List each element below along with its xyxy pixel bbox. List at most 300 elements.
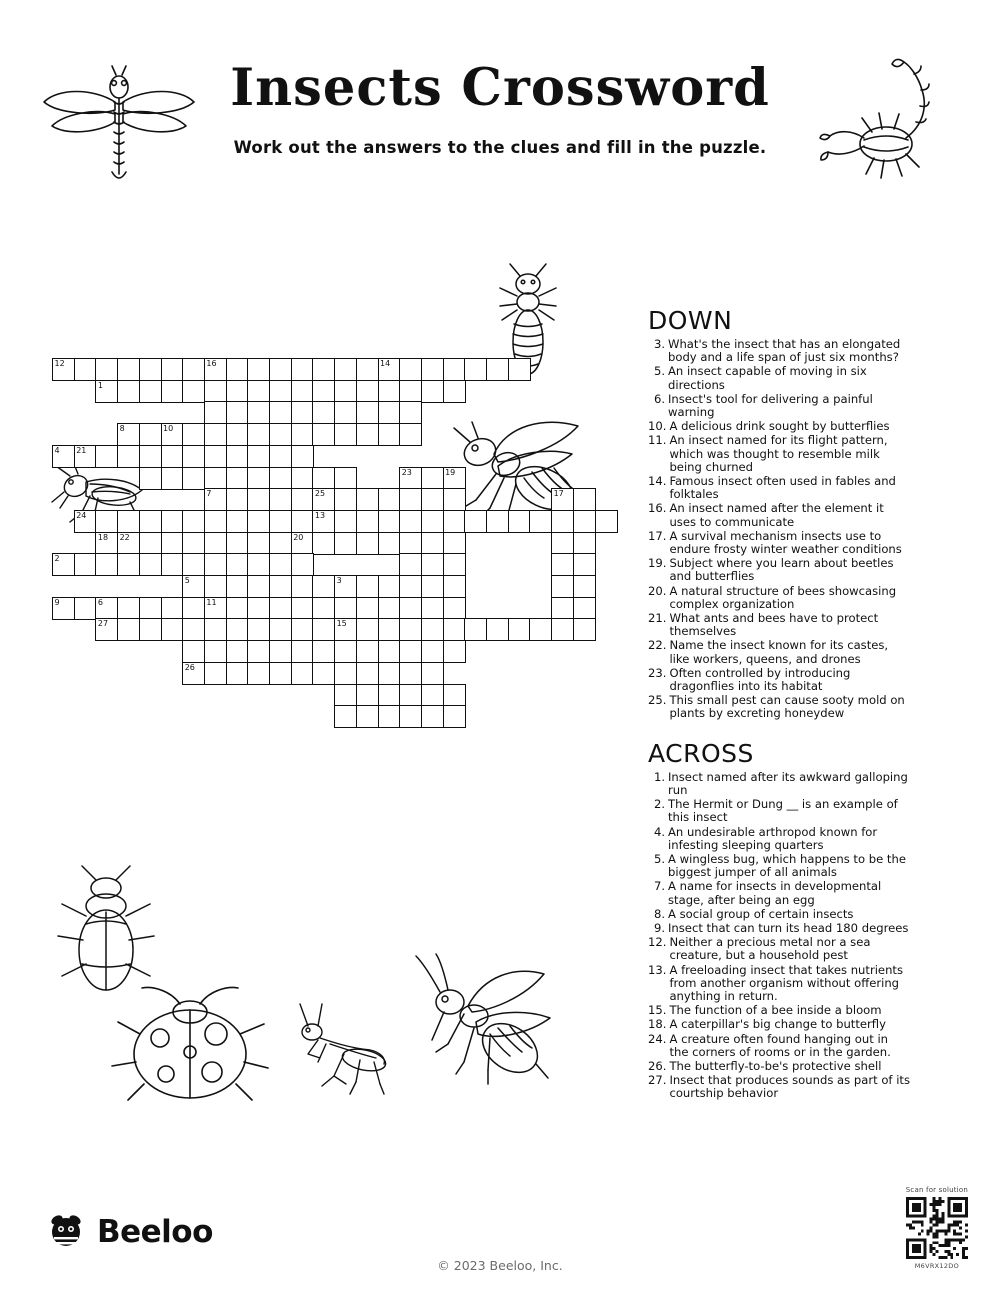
grid-cell[interactable]: [204, 553, 227, 576]
grid-cell[interactable]: [356, 684, 379, 707]
grid-cell[interactable]: [269, 401, 292, 424]
grid-cell[interactable]: [247, 510, 270, 533]
clue-text: The butterfly-to-be's protective shell: [669, 1058, 882, 1073]
cell-number: 5: [184, 576, 190, 585]
grid-cell[interactable]: [595, 510, 618, 533]
grid-cell[interactable]: [551, 618, 574, 641]
bee-icon: [46, 1210, 86, 1254]
grid-cell[interactable]: [312, 401, 335, 424]
grid-cell[interactable]: [269, 358, 292, 381]
grid-cell[interactable]: [117, 532, 140, 555]
clue-item: [648, 475, 910, 501]
qr-label: Scan for solution: [905, 1186, 968, 1194]
grid-cell[interactable]: [378, 597, 401, 620]
grid-cell[interactable]: [421, 705, 444, 728]
grid-cell[interactable]: [161, 618, 184, 641]
grid-cell[interactable]: [573, 597, 596, 620]
grid-cell[interactable]: [204, 423, 227, 446]
grid-cell[interactable]: [443, 358, 466, 381]
grid-cell[interactable]: [204, 380, 227, 403]
grid-cell[interactable]: [573, 488, 596, 511]
grid-cell[interactable]: [182, 553, 205, 576]
grid-cell[interactable]: [95, 597, 118, 620]
grid-cell[interactable]: [291, 488, 314, 511]
grid-cell[interactable]: [399, 575, 422, 598]
grid-cell[interactable]: [312, 488, 335, 511]
grid-cell[interactable]: [161, 380, 184, 403]
grid-cell[interactable]: [464, 510, 487, 533]
grid-cell[interactable]: [378, 684, 401, 707]
clue-number: 12.: [648, 935, 667, 950]
grid-cell[interactable]: [74, 553, 97, 576]
grid-cell[interactable]: [161, 597, 184, 620]
grid-cell[interactable]: [378, 705, 401, 728]
grid-cell[interactable]: [95, 380, 118, 403]
grid-cell[interactable]: [399, 618, 422, 641]
grid-cell[interactable]: [356, 597, 379, 620]
grid-cell[interactable]: [247, 575, 270, 598]
grid-cell[interactable]: [312, 532, 335, 555]
grid-cell[interactable]: [204, 445, 227, 468]
grid-cell[interactable]: [399, 532, 422, 555]
grid-cell[interactable]: [421, 640, 444, 663]
clue-item: [648, 365, 910, 391]
grid-cell[interactable]: [378, 532, 401, 555]
grid-cell[interactable]: [399, 597, 422, 620]
grid-cell[interactable]: [399, 401, 422, 424]
grid-cell[interactable]: [182, 640, 205, 663]
grid-cell[interactable]: [226, 618, 249, 641]
grid-cell[interactable]: [356, 488, 379, 511]
grid-cell[interactable]: [378, 662, 401, 685]
grid-cell[interactable]: [334, 488, 357, 511]
grid-cell[interactable]: [378, 640, 401, 663]
grid-cell[interactable]: [443, 618, 466, 641]
grid-cell[interactable]: [356, 401, 379, 424]
cell-number: 18: [97, 532, 109, 542]
grid-cell[interactable]: [421, 684, 444, 707]
grid-cell[interactable]: [443, 597, 466, 620]
grid-cell[interactable]: [356, 662, 379, 685]
grid-cell[interactable]: [443, 510, 466, 533]
grid-cell[interactable]: [573, 532, 596, 555]
grid-cell[interactable]: [226, 597, 249, 620]
cell-number: 26: [184, 662, 195, 672]
grid-cell[interactable]: [269, 488, 292, 511]
clue-text: A creature often found hanging out in the corners of rooms or in the garden.: [669, 1031, 891, 1059]
grid-cell[interactable]: [182, 358, 205, 381]
grid-cell[interactable]: [291, 358, 314, 381]
grid-cell[interactable]: [291, 597, 314, 620]
grid-cell[interactable]: [269, 423, 292, 446]
grid-cell[interactable]: [312, 358, 335, 381]
grid-cell[interactable]: [139, 467, 162, 490]
grid-cell[interactable]: [204, 532, 227, 555]
grid-cell[interactable]: [247, 423, 270, 446]
grid-cell[interactable]: [291, 423, 314, 446]
grid-cell[interactable]: [182, 662, 205, 685]
grid-cell[interactable]: [182, 467, 205, 490]
grid-cell[interactable]: [378, 401, 401, 424]
grid-cell[interactable]: [312, 575, 335, 598]
grid-cell[interactable]: [95, 618, 118, 641]
grid-cell[interactable]: [161, 358, 184, 381]
grid-cell[interactable]: [334, 640, 357, 663]
grid-cell[interactable]: [269, 597, 292, 620]
grid-cell[interactable]: [334, 358, 357, 381]
grid-cell[interactable]: [182, 575, 205, 598]
grid-cell[interactable]: [334, 575, 357, 598]
grid-cell[interactable]: [291, 445, 314, 468]
grid-cell[interactable]: [378, 423, 401, 446]
grid-cell[interactable]: [399, 705, 422, 728]
grid-cell[interactable]: [486, 358, 509, 381]
grid-cell[interactable]: [312, 467, 335, 490]
grid-cell[interactable]: [161, 467, 184, 490]
grid-cell[interactable]: [269, 662, 292, 685]
grid-cell[interactable]: [139, 510, 162, 533]
grid-cell[interactable]: [247, 488, 270, 511]
grid-cell[interactable]: [399, 510, 422, 533]
grid-cell[interactable]: [247, 618, 270, 641]
grid-cell[interactable]: [247, 401, 270, 424]
grid-cell[interactable]: [247, 597, 270, 620]
grid-cell[interactable]: [204, 467, 227, 490]
grid-cell[interactable]: [139, 553, 162, 576]
grid-cell[interactable]: [95, 445, 118, 468]
grid-cell[interactable]: [573, 618, 596, 641]
grid-cell[interactable]: [269, 467, 292, 490]
grid-cell[interactable]: [529, 618, 552, 641]
grid-cell[interactable]: [291, 575, 314, 598]
grid-cell[interactable]: [204, 575, 227, 598]
grid-cell[interactable]: [356, 423, 379, 446]
grid-cell[interactable]: [399, 640, 422, 663]
grid-cell[interactable]: [204, 401, 227, 424]
grid-cell[interactable]: [182, 597, 205, 620]
grid-cell[interactable]: [334, 532, 357, 555]
grid-cell[interactable]: [117, 618, 140, 641]
clue-item: [648, 530, 910, 556]
grid-cell[interactable]: [247, 640, 270, 663]
grid-cell[interactable]: [182, 380, 205, 403]
grid-cell[interactable]: [443, 532, 466, 555]
grid-cell[interactable]: [443, 575, 466, 598]
grid-cell[interactable]: [291, 618, 314, 641]
grid-cell[interactable]: [508, 358, 531, 381]
grid-cell[interactable]: [334, 380, 357, 403]
grid-cell[interactable]: [117, 380, 140, 403]
clue-number: 17.: [648, 528, 667, 543]
clue-text: Insect's tool for delivering a painful warning: [668, 391, 873, 420]
cell-number: 12: [54, 359, 65, 368]
clue-text: A freeloading insect that takes nutrients from another organism without offering anything in return.: [669, 962, 904, 1003]
grid-cell[interactable]: [247, 358, 270, 381]
grid-cell[interactable]: [334, 423, 357, 446]
grid-cell[interactable]: [291, 662, 314, 685]
grid-cell[interactable]: [226, 532, 249, 555]
cell-number: 13: [314, 510, 326, 520]
grid-cell[interactable]: [312, 640, 335, 663]
grid-cell[interactable]: [378, 510, 401, 533]
grid-cell[interactable]: [399, 684, 422, 707]
grid-cell[interactable]: [182, 618, 205, 641]
grid-cell[interactable]: [291, 380, 314, 403]
grid-cell[interactable]: [378, 488, 401, 511]
grid-cell[interactable]: [74, 597, 97, 620]
grid-cell[interactable]: [204, 618, 227, 641]
grid-cell[interactable]: [161, 423, 184, 446]
grid-cell[interactable]: [378, 380, 401, 403]
grid-cell[interactable]: [443, 640, 466, 663]
clue-number: 15.: [648, 1003, 667, 1018]
grid-cell[interactable]: [139, 423, 162, 446]
grid-cell[interactable]: [486, 618, 509, 641]
clue-number: 24.: [648, 1031, 667, 1046]
grid-cell[interactable]: [269, 575, 292, 598]
grid-cell[interactable]: [399, 662, 422, 685]
grid-cell[interactable]: [421, 510, 444, 533]
grid-cell[interactable]: [95, 532, 118, 555]
grid-cell[interactable]: [399, 488, 422, 511]
grid-cell[interactable]: [182, 423, 205, 446]
qr-code[interactable]: [906, 1197, 968, 1259]
grid-cell[interactable]: [443, 553, 466, 576]
clue-number: 18.: [648, 1017, 667, 1032]
grid-cell[interactable]: [269, 553, 292, 576]
grid-cell[interactable]: [139, 597, 162, 620]
grid-cell[interactable]: [421, 488, 444, 511]
grid-cell[interactable]: [139, 380, 162, 403]
grid-cell[interactable]: [421, 618, 444, 641]
clue-item: [648, 612, 910, 638]
grid-cell[interactable]: [269, 618, 292, 641]
grid-cell[interactable]: [421, 358, 444, 381]
grid-cell[interactable]: [226, 380, 249, 403]
grid-cell[interactable]: [117, 423, 140, 446]
grid-cell[interactable]: [117, 510, 140, 533]
grid-cell[interactable]: [312, 510, 335, 533]
grid-cell[interactable]: [486, 510, 509, 533]
grid-cell[interactable]: [247, 467, 270, 490]
grid-cell[interactable]: [443, 488, 466, 511]
grid-cell[interactable]: [291, 401, 314, 424]
cell-number: 20: [293, 532, 304, 542]
grid-cell[interactable]: [117, 358, 140, 381]
grid-cell[interactable]: [226, 445, 249, 468]
grid-cell[interactable]: [74, 510, 97, 533]
grid-cell[interactable]: [334, 597, 357, 620]
grid-cell[interactable]: [421, 467, 444, 490]
grid-cell[interactable]: [52, 553, 75, 576]
grid-cell[interactable]: [399, 467, 422, 490]
grid-cell[interactable]: [312, 423, 335, 446]
grid-cell[interactable]: [52, 445, 75, 468]
grid-cell[interactable]: [95, 510, 118, 533]
grid-cell[interactable]: [52, 597, 75, 620]
grid-cell[interactable]: [269, 532, 292, 555]
grid-cell[interactable]: [291, 553, 314, 576]
grid-cell[interactable]: [247, 445, 270, 468]
cell-number: 15: [336, 619, 347, 629]
grid-cell[interactable]: [226, 575, 249, 598]
grid-cell[interactable]: [443, 684, 466, 707]
grid-cell[interactable]: [204, 640, 227, 663]
grid-cell[interactable]: [269, 640, 292, 663]
grid-cell[interactable]: [117, 597, 140, 620]
grid-cell[interactable]: [161, 553, 184, 576]
grid-cell[interactable]: [573, 553, 596, 576]
clue-text: An insect capable of moving in six directions: [668, 364, 867, 392]
grid-cell[interactable]: [334, 510, 357, 533]
grid-cell[interactable]: [247, 532, 270, 555]
grid-cell[interactable]: [226, 358, 249, 381]
grid-cell[interactable]: [356, 705, 379, 728]
grid-cell[interactable]: [312, 618, 335, 641]
grid-cell[interactable]: [247, 553, 270, 576]
grid-cell[interactable]: [52, 358, 75, 381]
grid-cell[interactable]: [182, 445, 205, 468]
grid-cell[interactable]: [139, 618, 162, 641]
grid-cell[interactable]: [334, 467, 357, 490]
cell-number: 25: [314, 489, 326, 499]
grid-cell[interactable]: [204, 597, 227, 620]
grid-cell[interactable]: [312, 662, 335, 685]
grid-cell[interactable]: [399, 380, 422, 403]
grid-cell[interactable]: [226, 662, 249, 685]
grid-cell[interactable]: [508, 618, 531, 641]
grid-cell[interactable]: [399, 358, 422, 381]
grid-cell[interactable]: [182, 510, 205, 533]
grid-cell[interactable]: [226, 401, 249, 424]
grid-cell[interactable]: [161, 532, 184, 555]
grid-cell[interactable]: [421, 662, 444, 685]
grid-cell[interactable]: [464, 358, 487, 381]
grid-cell[interactable]: [464, 618, 487, 641]
grid-cell[interactable]: [356, 380, 379, 403]
grid-cell[interactable]: [226, 553, 249, 576]
grid-cell[interactable]: [378, 575, 401, 598]
grid-cell[interactable]: [139, 445, 162, 468]
grid-cell[interactable]: [356, 618, 379, 641]
brand-logo: [46, 1210, 213, 1254]
grid-cell[interactable]: [117, 553, 140, 576]
clue-item: [648, 826, 910, 852]
grid-cell[interactable]: [508, 510, 531, 533]
grid-cell[interactable]: [356, 640, 379, 663]
grid-cell[interactable]: [204, 510, 227, 533]
grid-cell[interactable]: [356, 510, 379, 533]
grid-cell[interactable]: [421, 532, 444, 555]
qr-section: [906, 1186, 968, 1270]
grid-cell[interactable]: [139, 532, 162, 555]
grid-cell[interactable]: [204, 358, 227, 381]
page-title: Insects Crossword: [230, 58, 770, 118]
grid-cell[interactable]: [269, 510, 292, 533]
grid-cell[interactable]: [421, 553, 444, 576]
grid-cell[interactable]: [161, 445, 184, 468]
grid-cell[interactable]: [334, 401, 357, 424]
cell-number: 6: [97, 597, 103, 607]
grid-cell[interactable]: [529, 510, 552, 533]
grid-cell[interactable]: [247, 662, 270, 685]
grid-cell[interactable]: [421, 597, 444, 620]
grid-cell[interactable]: [291, 640, 314, 663]
grid-cell[interactable]: [226, 640, 249, 663]
grid-cell[interactable]: [312, 380, 335, 403]
clue-number: 5.: [653, 851, 665, 866]
grid-cell[interactable]: [378, 358, 401, 381]
grid-cell[interactable]: [312, 597, 335, 620]
grid-cell[interactable]: [356, 575, 379, 598]
grid-cell[interactable]: [226, 467, 249, 490]
grid-cell[interactable]: [443, 467, 466, 490]
grid-cell[interactable]: [443, 705, 466, 728]
grid-cell[interactable]: [551, 575, 574, 598]
grid-cell[interactable]: [573, 510, 596, 533]
grid-cell[interactable]: [399, 423, 422, 446]
grid-cell[interactable]: [226, 423, 249, 446]
clue-item: [648, 1018, 910, 1031]
grid-cell[interactable]: [269, 380, 292, 403]
grid-cell[interactable]: [356, 358, 379, 381]
grid-cell[interactable]: [117, 445, 140, 468]
grid-cell[interactable]: [334, 618, 357, 641]
grid-cell[interactable]: [74, 358, 97, 381]
grid-cell[interactable]: [399, 553, 422, 576]
grid-cell[interactable]: [269, 445, 292, 468]
grid-cell[interactable]: [378, 618, 401, 641]
grid-cell[interactable]: [551, 597, 574, 620]
clue-number: 4.: [653, 824, 665, 839]
clue-number: 26.: [648, 1058, 667, 1073]
grid-cell[interactable]: [95, 358, 118, 381]
clue-text: Often controlled by introducing dragonflies into its habitat: [669, 665, 851, 694]
grid-cell[interactable]: [182, 532, 205, 555]
grid-cell[interactable]: [356, 532, 379, 555]
grid-cell[interactable]: [551, 488, 574, 511]
grid-cell[interactable]: [421, 575, 444, 598]
grid-cell[interactable]: [421, 380, 444, 403]
clue-number: 3.: [653, 337, 665, 351]
grid-cell[interactable]: [204, 662, 227, 685]
grid-cell[interactable]: [204, 488, 227, 511]
grid-cell[interactable]: [551, 532, 574, 555]
clue-item: [648, 964, 910, 1004]
grid-cell[interactable]: [291, 510, 314, 533]
grid-cell[interactable]: [226, 488, 249, 511]
grid-cell[interactable]: [139, 358, 162, 381]
grid-cell[interactable]: [334, 705, 357, 728]
grid-cell[interactable]: [551, 553, 574, 576]
clue-item: [648, 908, 910, 921]
clue-item: [648, 922, 910, 935]
grid-cell[interactable]: [334, 662, 357, 685]
clue-item: [648, 639, 910, 665]
grid-cell[interactable]: [291, 467, 314, 490]
grid-cell[interactable]: [95, 553, 118, 576]
grid-cell[interactable]: [161, 510, 184, 533]
grid-cell[interactable]: [443, 380, 466, 403]
grid-cell[interactable]: [247, 380, 270, 403]
grid-cell[interactable]: [573, 575, 596, 598]
grid-cell[interactable]: [291, 532, 314, 555]
grid-cell[interactable]: [551, 510, 574, 533]
grid-cell[interactable]: [226, 510, 249, 533]
grid-cell[interactable]: [74, 445, 97, 468]
clue-number: 7.: [653, 879, 665, 894]
grid-cell[interactable]: [334, 684, 357, 707]
